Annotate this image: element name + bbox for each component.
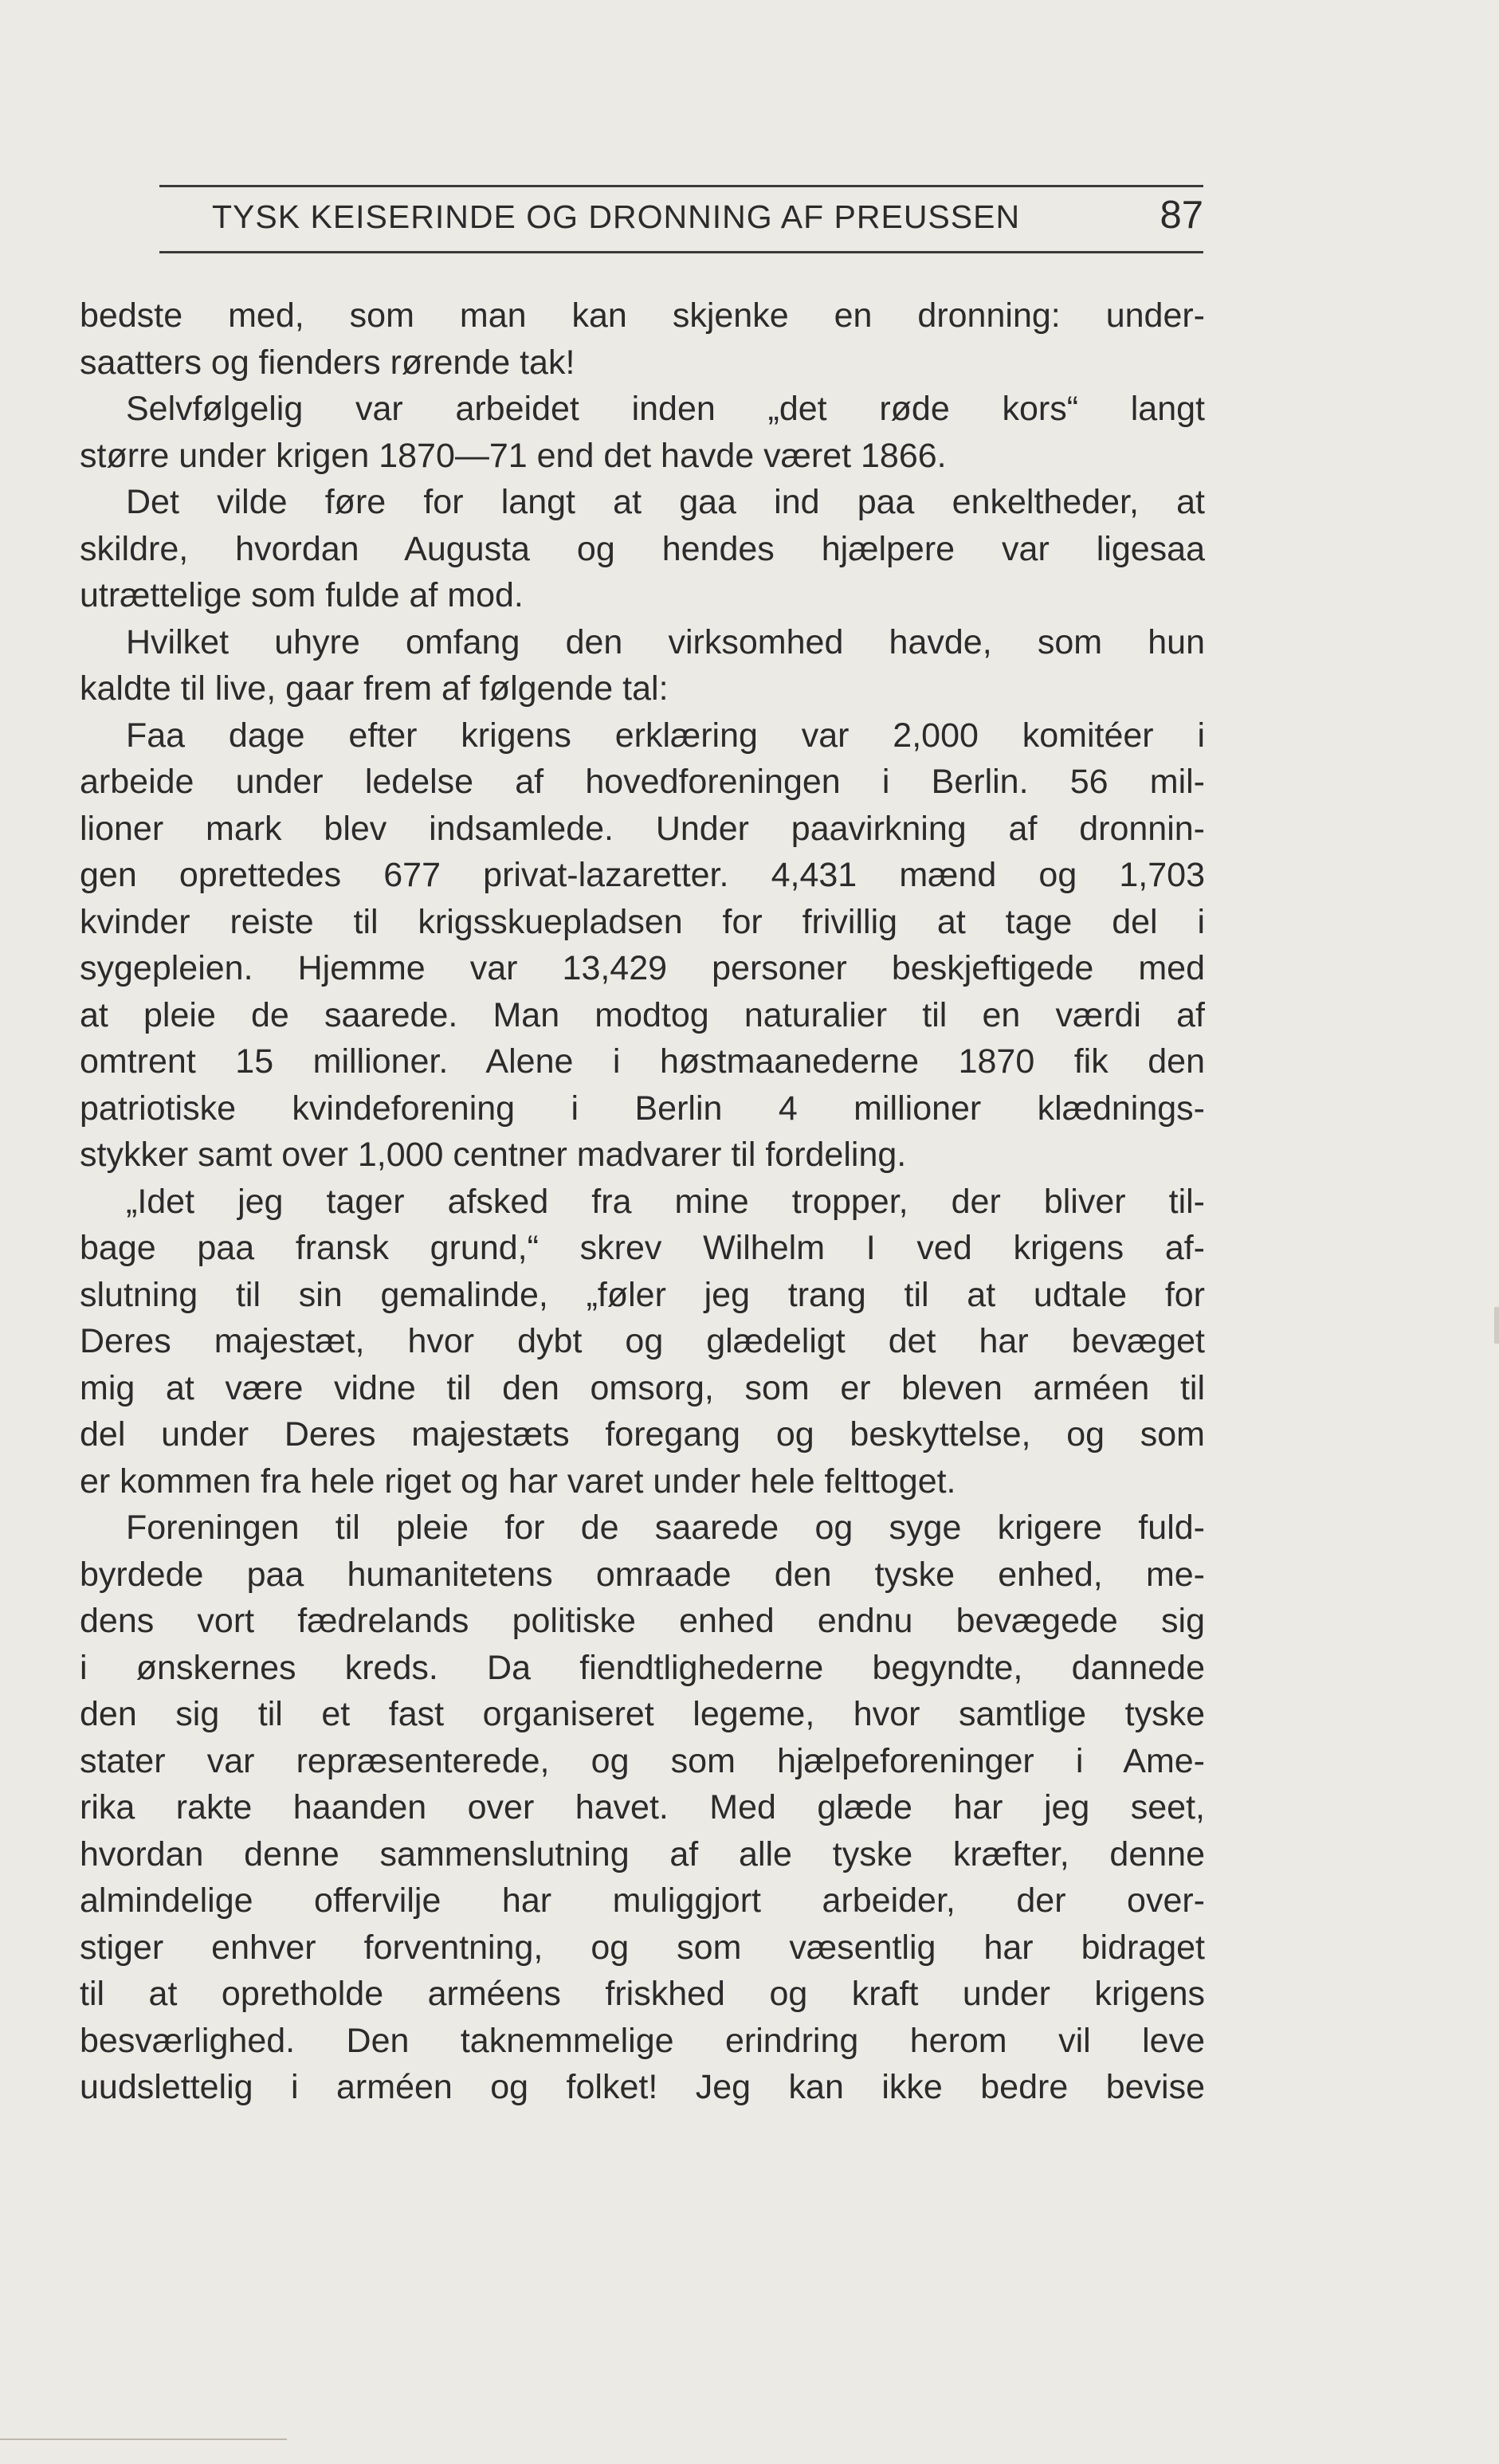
text-line: Foreningen til pleie for de saarede og syge krigere fuld- — [126, 1509, 1205, 1547]
text-line: kvinder reiste til krigsskuepladsen for frivillig at tage del i — [80, 902, 1205, 941]
text-line: Deres majestæt, hvor dybt og glædeligt det har bevæget — [80, 1322, 1205, 1360]
text-line: sygepleien. Hjemme var 13,429 personer beskjeftigede med — [80, 949, 1205, 987]
text-line: stater var repræsenterede, og som hjælpeforeninger i Ame- — [80, 1741, 1205, 1780]
text-line: hvordan denne sammenslutning af alle tyske kræfter, denne — [80, 1834, 1205, 1874]
text-line: dens vort fædrelands politiske enhed endnu bevægede sig — [80, 1602, 1205, 1640]
text-line: uudslettelig i arméen og folket! Jeg kan ikke bedre bevise — [80, 2068, 1205, 2106]
text-line: lioner mark blev indsamlede. Under paavirkning af dronnin- — [80, 809, 1205, 848]
text-line: den sig til et fast organiseret legeme, hvor samtlige tyske — [80, 1695, 1205, 1733]
text-line: slutning til sin gemalinde, „føler jeg trang til at udtale for — [80, 1275, 1205, 1314]
text-line: stykker samt over 1,000 centner madvarer til fordeling. — [80, 1136, 907, 1174]
text-line: patriotiske kvindeforening i Berlin 4 millioner klædnings- — [80, 1089, 1205, 1128]
text-line: i ønskernes kreds. Da fiendtlighederne begyndte, dannede — [80, 1648, 1205, 1687]
text-line: bedste med, som man kan skjenke en dronning: under- — [80, 296, 1205, 335]
text-line: mig at være vidne til den omsorg, som er bleven arméen til — [80, 1368, 1205, 1407]
body-text — [80, 292, 1205, 2111]
text-line: bage paa fransk grund,“ skrev Wilhelm I ved krigens af- — [80, 1229, 1205, 1267]
text-line: arbeide under ledelse af hovedforeningen i Berlin. 56 mil- — [80, 763, 1205, 801]
text-line: omtrent 15 millioner. Alene i høstmaanederne 1870 fik den — [80, 1042, 1205, 1081]
text-line: til at opretholde arméens friskhed og kraft under krigens — [80, 1975, 1205, 2013]
text-line: saatters og fienders rørende tak! — [80, 343, 575, 382]
text-line: „Idet jeg tager afsked fra mine tropper, der bliver til- — [126, 1182, 1205, 1221]
margin-mark — [1494, 1307, 1499, 1344]
text-line: gen oprettedes 677 privat-lazaretter. 4,431 mænd og 1,703 — [80, 856, 1205, 894]
text-line: del under Deres majestæts foregang og beskyttelse, og som — [80, 1415, 1205, 1454]
text-line: Det vilde føre for langt at gaa ind paa enkeltheder, at — [126, 483, 1205, 521]
bottom-edge-mark — [0, 2438, 287, 2440]
text-line: besværlighed. Den taknemmelige erindring herom vil leve — [80, 2021, 1205, 2060]
text-line: er kommen fra hele riget og har varet under hele felttoget. — [80, 1462, 956, 1501]
text-line: Selvfølgelig var arbeidet inden „det røde kors“ langt — [126, 390, 1205, 428]
text-line: kaldte til live, gaar frem af følgende tal: — [80, 669, 669, 708]
text-line: større under krigen 1870—71 end det havde været 1866. — [80, 436, 947, 475]
text-line: rika rakte haanden over havet. Med glæde har jeg seet, — [80, 1788, 1205, 1826]
page-number: 87 — [1160, 194, 1203, 237]
page-header — [159, 185, 1203, 253]
text-line: skildre, hvordan Augusta og hendes hjælpere var ligesaa — [80, 529, 1205, 568]
text-line: byrdede paa humanitetens omraade den tyske enhed, me- — [80, 1555, 1205, 1594]
text-line: at pleie de saarede. Man modtog naturalier til en værdi af — [80, 995, 1205, 1034]
text-line: stiger enhver forventning, og som væsentlig har bidraget — [80, 1928, 1205, 1967]
text-line: utrættelige som fulde af mod. — [80, 576, 524, 614]
text-line: Hvilket uhyre omfang den virksomhed havde, som hun — [126, 622, 1205, 661]
text-line: almindelige offervilje har muliggjort arbeider, der over- — [80, 1881, 1205, 1920]
text-line: Faa dage efter krigens erklæring var 2,000 komitéer i — [126, 716, 1205, 755]
running-title: TYSK KEISERINDE OG DRONNING AF PREUSSEN — [212, 198, 1021, 235]
